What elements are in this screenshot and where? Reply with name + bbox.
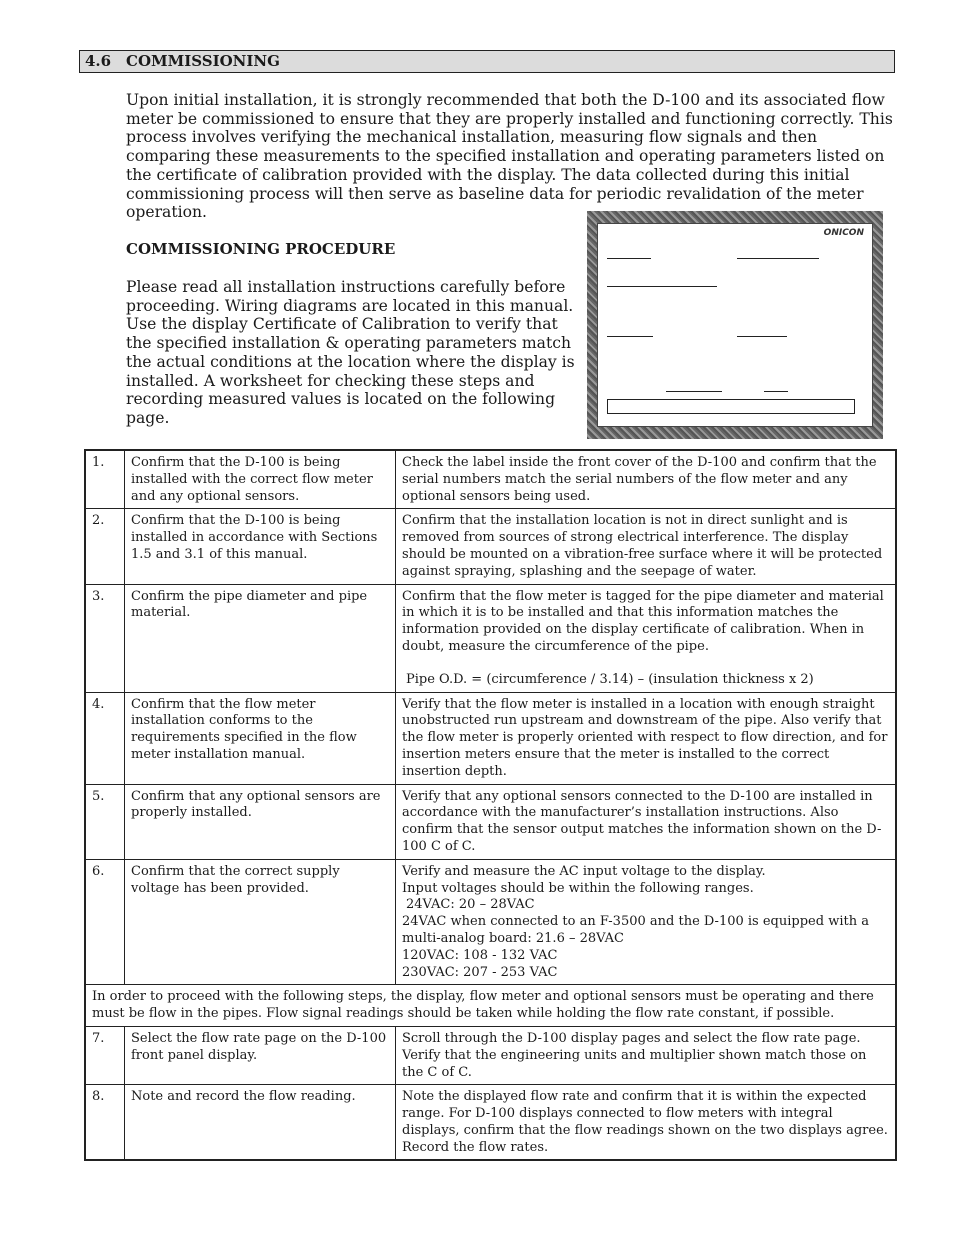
table-row: [85, 509, 896, 584]
step-detail: Verify that any optional sensors connected to the D-100 are installed in accordance with the manufacturer’s installation instructions. Also confirm that the sensor output matches the information shown on the D-100 C of C.: [396, 784, 897, 859]
step-detail: Scroll through the D-100 display pages and select the flow rate page. Verify that the engineering units and multiplier shown match those on the C of C.: [396, 1026, 897, 1084]
step-number: 3.: [85, 584, 125, 692]
certificate-line: [607, 258, 651, 259]
table-row: [85, 1026, 896, 1084]
section-header: [79, 50, 895, 73]
certificate-logo: ONICON: [823, 228, 864, 238]
step-action: Confirm that the D-100 is being installed in accordance with Sections 1.5 and 3.1 of this manual.: [125, 509, 396, 584]
step-action: Confirm the pipe diameter and pipe material.: [125, 584, 396, 692]
certificate-line: [607, 336, 653, 337]
step-detail: Verify that the flow meter is installed in a location with enough straight unobstructed run upstream and downstream of the pipe. Also verify that the flow meter is properly oriented with respect to flow direction, and for insertion meters ensure that the meter is installed to the correct insertion depth.: [396, 692, 897, 784]
step-detail: Confirm that the installation location is not in direct sunlight and is removed from sources of strong electrical interference. The display should be mounted on a vibration-free surface where it will be protected against spraying, splashing and the seepage of water.: [396, 509, 897, 584]
step-number: 7.: [85, 1026, 125, 1084]
certificate-of-calibration-image: [587, 211, 883, 439]
step-number: 5.: [85, 784, 125, 859]
step-number: 4.: [85, 692, 125, 784]
step-detail-cell: [396, 859, 897, 985]
step-action: Confirm that any optional sensors are properly installed.: [125, 784, 396, 859]
certificate-line: [737, 336, 787, 337]
section-number: 4.6: [85, 52, 112, 70]
step-number: 8.: [85, 1085, 125, 1161]
table-row: [85, 584, 896, 692]
certificate-line: [764, 391, 788, 392]
voltage-line: 230VAC: 207 - 253 VAC: [402, 964, 558, 980]
operating-note: In order to proceed with the following steps, the display, flow meter and optional sensors must be operating and there must be flow in the pipes. Flow signal readings should be taken while holding the flow rate constant, if possible.: [85, 985, 896, 1027]
step-detail: Confirm that the flow meter is tagged for the pipe diameter and material in which it is to be installed and that this information matches the information provided on the display certificate of calibration. When in doubt, measure the circumference of the pipe.: [402, 588, 884, 654]
certificate-box: [607, 399, 855, 414]
table-row: [85, 784, 896, 859]
step-number: 6.: [85, 859, 125, 985]
table-row: [85, 450, 896, 509]
section-title: COMMISSIONING: [126, 52, 280, 70]
step-detail-cell: [396, 584, 897, 692]
procedure-title: COMMISSIONING PROCEDURE: [126, 240, 396, 258]
intro-paragraph: Upon initial installation, it is strongly recommended that both the D-100 and its associated flow meter be commissioned to ensure that they are properly installed and functioning correctly. This process involves verifying the mechanical installation, measuring flow signals and then comparing these measurements to the specified installation and operating parameters listed on the certificate of calibration provided with the display. The data collected during this initial commissioning process will then serve as baseline data for periodic revalidation of the meter operation.: [126, 91, 893, 222]
step-action: Note and record the flow reading.: [125, 1085, 396, 1161]
voltage-line: 24VAC when connected to an F-3500 and the D-100 is equipped with a multi-analog board: 21.6 – 28VAC: [402, 914, 869, 946]
voltage-line: 120VAC: 108 - 132 VAC: [402, 947, 558, 963]
certificate-line: [737, 258, 819, 259]
certificate-signature-line: [666, 391, 722, 392]
step-action: Confirm that the flow meter installation conforms to the requirements specified in the flow meter installation manual.: [125, 692, 396, 784]
table-row: [85, 1085, 896, 1161]
procedure-text: Please read all installation instructions carefully before proceeding. Wiring diagrams are located in this manual. Use the display Certificate of Calibration to verify that the specified installation & operating parameters match the actual conditions at the location where the display is installed. A worksheet for checking these steps and recording measured values is located on the following page.: [126, 278, 575, 427]
voltage-line: Input voltages should be within the following ranges.: [402, 880, 754, 896]
step-action: Confirm that the D-100 is being installed with the correct flow meter and any optional sensors.: [125, 450, 396, 509]
step-number: 2.: [85, 509, 125, 584]
table-row: [85, 859, 896, 985]
step-number: 1.: [85, 450, 125, 509]
table-row-note: [85, 985, 896, 1027]
certificate-line: [607, 286, 717, 287]
table-row: [85, 692, 896, 784]
commissioning-steps-table: [84, 449, 897, 1161]
pipe-od-formula: Pipe O.D. = (circumference / 3.14) – (insulation thickness x 2): [406, 671, 814, 687]
step-action: Select the flow rate page on the D-100 front panel display.: [125, 1026, 396, 1084]
step-detail: Note the displayed flow rate and confirm that it is within the expected range. For D-100 displays connected to flow meters with integral displays, confirm that the flow readings shown on the two displays agree. Record the flow rates.: [396, 1085, 897, 1161]
step-action: Confirm that the correct supply voltage has been provided.: [125, 859, 396, 985]
voltage-line: 24VAC: 20 – 28VAC: [406, 897, 535, 913]
voltage-line: Verify and measure the AC input voltage to the display.: [402, 863, 766, 879]
certificate-body: [597, 223, 873, 427]
step-detail: Check the label inside the front cover of the D-100 and confirm that the serial numbers match the serial numbers of the flow meter and any optional sensors being used.: [396, 450, 897, 509]
